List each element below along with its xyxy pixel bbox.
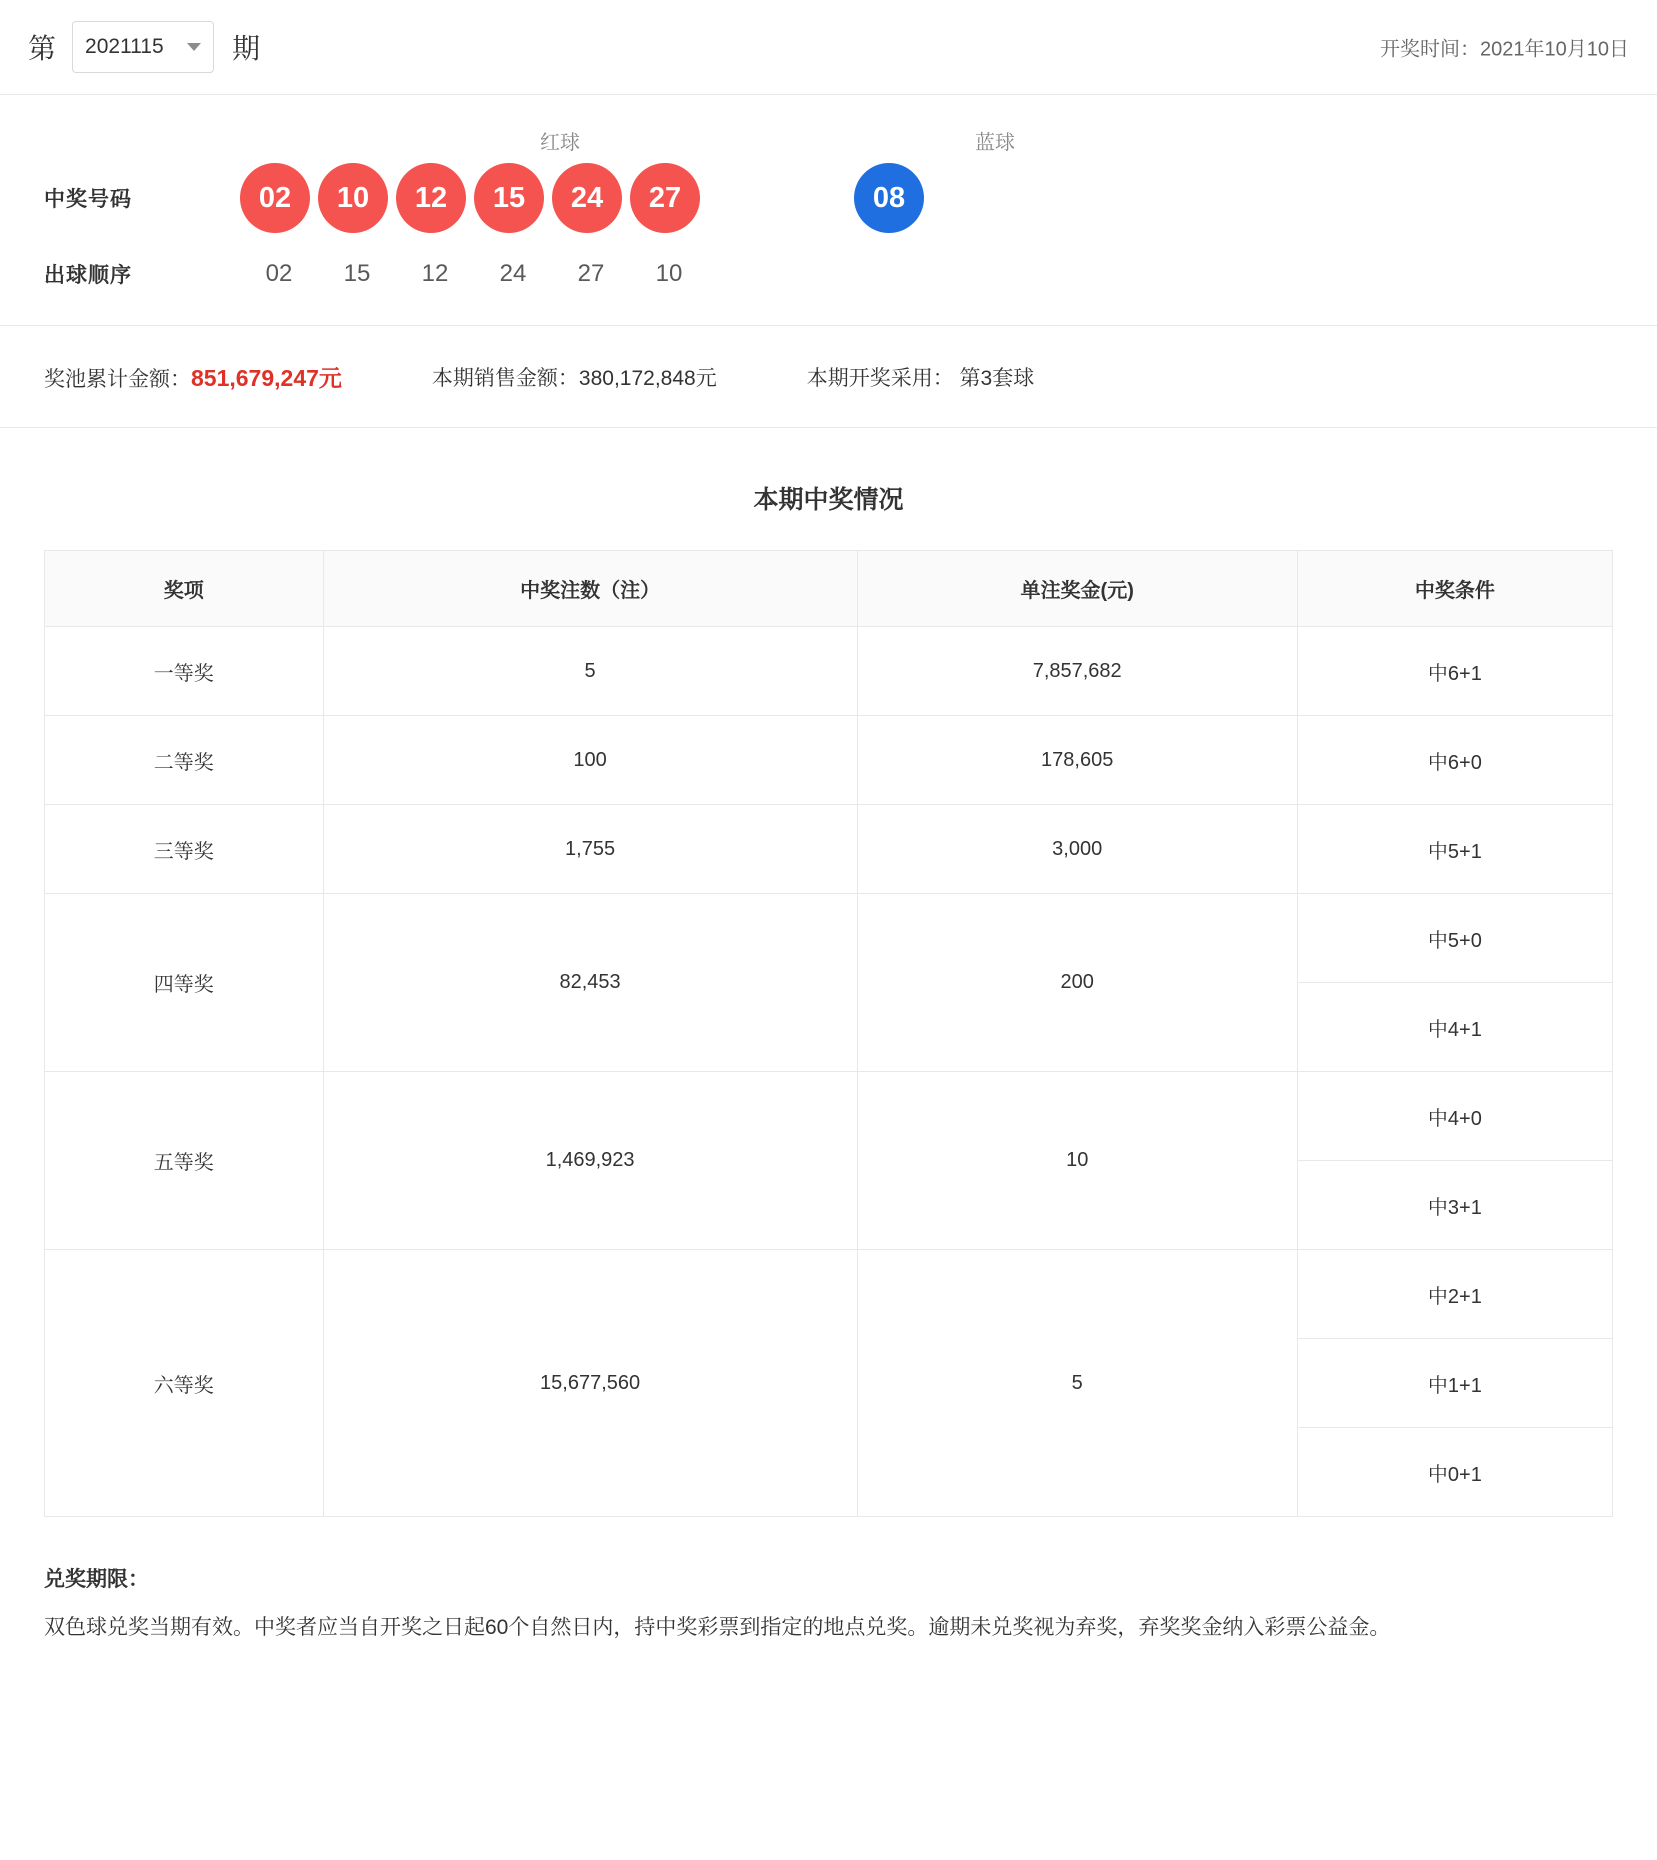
machine-label: 本期开奖采用： (806, 366, 954, 390)
table-row (45, 894, 1613, 983)
prize-section (0, 428, 1657, 1517)
claim-notes-title: 兑奖期限： (44, 1568, 149, 1591)
prize-count: 5 (323, 627, 857, 716)
red-ball: 15 (474, 163, 544, 233)
column-header-condition: 中奖条件 (1297, 551, 1612, 627)
prize-amount: 200 (857, 894, 1297, 1072)
prize-level: 五等奖 (45, 1072, 324, 1250)
prize-condition: 中5+0 (1297, 894, 1612, 983)
period-prefix-label: 第 (28, 33, 57, 64)
red-ball: 02 (240, 163, 310, 233)
draw-order-label: 出球顺序 (44, 264, 132, 287)
prize-section-title: 本期中奖情况 (753, 486, 904, 514)
prize-count: 1,469,923 (323, 1072, 857, 1250)
prize-condition: 中4+1 (1297, 983, 1612, 1072)
draw-order-number: 02 (265, 260, 293, 287)
claim-notes-body: 双色球兑奖当期有效。中奖者应当自开奖之日起60个自然日内，持中奖彩票到指定的地点兑奖。逾期未兑奖视为弃奖，弃奖奖金纳入彩票公益金。 (44, 1616, 1391, 1639)
winning-numbers-label: 中奖号码 (44, 188, 132, 211)
draw-order-number: 24 (499, 260, 527, 287)
prize-count: 1,755 (323, 805, 857, 894)
page-header (0, 0, 1657, 95)
table-row (45, 1250, 1613, 1339)
prize-level: 四等奖 (45, 894, 324, 1072)
prize-pool-label: 奖池累计金额： (44, 368, 191, 391)
prize-condition: 中4+0 (1297, 1072, 1612, 1161)
prize-condition: 中1+1 (1297, 1339, 1612, 1428)
prize-condition: 中3+1 (1297, 1161, 1612, 1250)
claim-notes (0, 1517, 1657, 1685)
sales-value: 380,172,848元 (578, 366, 717, 390)
sales-item (432, 362, 717, 392)
period-suffix-label: 期 (232, 33, 261, 64)
table-row (45, 1072, 1613, 1161)
table-row (45, 805, 1613, 894)
prize-amount: 178,605 (857, 716, 1297, 805)
prize-condition: 中2+1 (1297, 1250, 1612, 1339)
winning-numbers-row (0, 163, 1657, 233)
red-ball: 24 (552, 163, 622, 233)
prize-condition: 中6+1 (1297, 627, 1612, 716)
blue-ball-group-label: 蓝球 (975, 131, 1015, 154)
ball-group-headers (0, 117, 1657, 163)
draw-time-label: 开奖时间：2021年10月10日 (1380, 38, 1629, 61)
prize-count: 15,677,560 (323, 1250, 857, 1517)
red-ball: 12 (396, 163, 466, 233)
prize-pool-value: 851,679,247元 (191, 365, 342, 391)
draw-order-list (240, 260, 708, 288)
table-row (45, 627, 1613, 716)
period-select[interactable] (72, 21, 214, 73)
summary-strip (0, 326, 1657, 428)
prize-amount: 3,000 (857, 805, 1297, 894)
red-ball-group-label: 红球 (540, 131, 580, 154)
table-row (45, 716, 1613, 805)
prize-table (44, 550, 1613, 1517)
prize-amount: 10 (857, 1072, 1297, 1250)
red-ball: 27 (630, 163, 700, 233)
draw-order-number: 10 (655, 260, 683, 287)
draw-order-number: 15 (343, 260, 371, 287)
prize-level: 一等奖 (45, 627, 324, 716)
period-select-value: 2021115 (85, 35, 164, 58)
column-header-amount: 单注奖金(元) (857, 551, 1297, 627)
prize-condition: 中6+0 (1297, 716, 1612, 805)
prize-amount: 5 (857, 1250, 1297, 1517)
prize-level: 六等奖 (45, 1250, 324, 1517)
prize-level: 二等奖 (45, 716, 324, 805)
prize-count: 82,453 (323, 894, 857, 1072)
prize-condition: 中5+1 (1297, 805, 1612, 894)
machine-value: 第3套球 (959, 366, 1035, 390)
prize-pool-item (44, 360, 342, 393)
red-ball: 10 (318, 163, 388, 233)
prize-condition: 中0+1 (1297, 1428, 1612, 1517)
column-header-level: 奖项 (45, 551, 324, 627)
blue-ball: 08 (854, 163, 924, 233)
chevron-down-icon (187, 43, 201, 51)
prize-level: 三等奖 (45, 805, 324, 894)
draw-order-number: 27 (577, 260, 605, 287)
prize-amount: 7,857,682 (857, 627, 1297, 716)
prize-count: 100 (323, 716, 857, 805)
column-header-count: 中奖注数（注） (323, 551, 857, 627)
ball-list (240, 163, 932, 233)
table-header-row (45, 551, 1613, 627)
winning-numbers-panel (0, 95, 1657, 326)
sales-label: 本期销售金额： (431, 366, 579, 390)
machine-item (807, 362, 1035, 392)
draw-order-row (0, 259, 1657, 289)
draw-order-number: 12 (421, 260, 449, 287)
